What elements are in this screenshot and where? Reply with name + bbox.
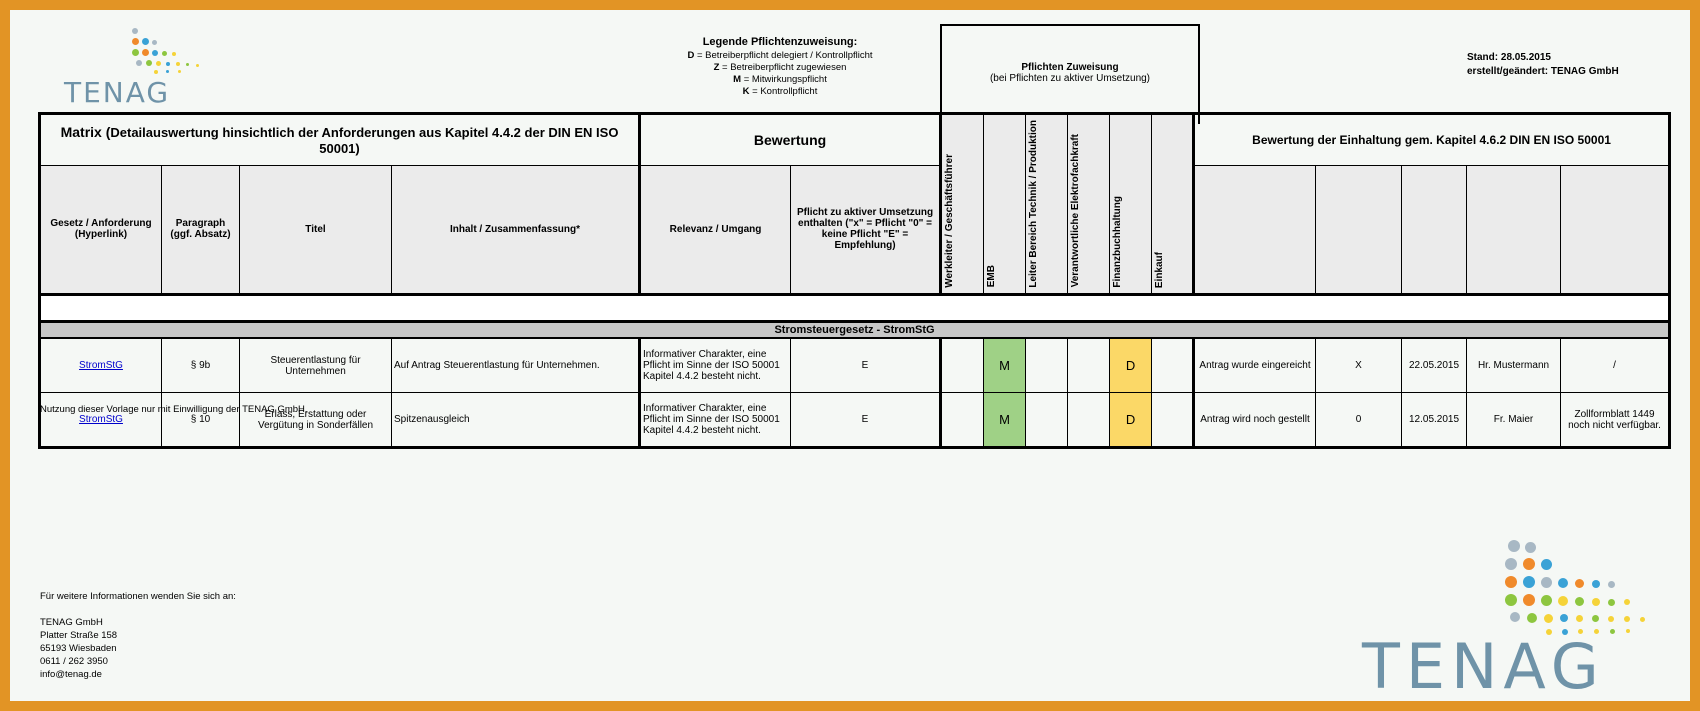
cell-leiter <box>1026 393 1068 448</box>
logo-dot <box>146 60 152 66</box>
logo-dot <box>142 38 149 45</box>
logo-dot <box>1541 559 1552 570</box>
cell-status: X <box>1316 338 1402 393</box>
cell-emb: M <box>984 393 1026 448</box>
tenag-logo-small <box>54 24 224 109</box>
legend-line-k: K = Kontrollpflicht <box>742 86 818 97</box>
col-einhaltung-1 <box>1194 166 1316 294</box>
cell-inhalt: Auf Antrag Steuerentlastung für Unternehmen. <box>392 338 640 393</box>
legend-title: Legende Pflichtenzuweisung: <box>702 36 858 48</box>
bewertung-header: Bewertung <box>640 114 941 166</box>
logo-dot <box>156 61 161 66</box>
cell-pflicht: E <box>791 338 941 393</box>
pflichten-title: Pflichten Zuweisung <box>1021 62 1119 73</box>
einhaltung-header: Bewertung der Einhaltung gem. Kapitel 4.6.2 DIN EN ISO 50001 <box>1194 114 1670 166</box>
contact-intro: Für weitere Informationen wenden Sie sich an: <box>40 591 236 602</box>
col-pflicht: Pflicht zu aktiver Umsetzung enthalten ("x" = Pflicht "0" = keine Pflicht "E" = Empfehlung) <box>791 166 941 294</box>
logo-dot <box>1541 577 1552 588</box>
legend <box>630 36 930 98</box>
logo-dot <box>186 63 189 66</box>
role-emb: EMB <box>984 114 1026 295</box>
logo-dot <box>136 60 142 66</box>
cell-relevanz: Informativer Charakter, eine Pflicht im Sinne der ISO 50001 Kapitel 4.4.2 besteht nicht. <box>640 393 791 448</box>
logo-dot <box>1608 581 1615 588</box>
logo-dot <box>1592 615 1599 622</box>
table-row <box>40 393 1670 448</box>
logo-dot <box>196 64 199 67</box>
spreadsheet-sheet <box>10 10 1690 701</box>
role-leiter: Leiter Bereich Technik / Produktion <box>1026 114 1068 295</box>
logo-dot <box>1508 540 1520 552</box>
cell-finanz: D <box>1110 338 1152 393</box>
role-vefk: Verantwortliche Elektrofachkraft <box>1068 114 1110 295</box>
empty-row <box>40 294 1670 321</box>
pflichten-subtitle: (bei Pflichten zu aktiver Umsetzung) <box>989 73 1151 84</box>
legend-line-m: M = Mitwirkungspflicht <box>733 74 827 85</box>
stand-info <box>1467 51 1619 79</box>
logo-dot <box>152 50 158 56</box>
logo-dot <box>1610 629 1615 634</box>
col-gesetz: Gesetz / Anforderung (Hyperlink) <box>40 166 162 294</box>
logo-dot <box>132 49 139 56</box>
legend-line-z: Z = Betreiberpflicht zugewiesen <box>713 62 847 73</box>
cell-pflicht: E <box>791 393 941 448</box>
logo-dot <box>154 70 158 74</box>
cell-relevanz: Informativer Charakter, eine Pflicht im Sinne der ISO 50001 Kapitel 4.4.2 besteht nicht. <box>640 338 791 393</box>
requirements-matrix-table <box>38 112 1671 449</box>
column-header-row <box>40 166 1670 294</box>
logo-dot <box>1608 599 1615 606</box>
logo-dot <box>166 62 170 66</box>
cell-finanz: D <box>1110 393 1152 448</box>
logo-dot <box>1626 629 1630 633</box>
gesetz-link[interactable]: StromStG <box>79 360 123 372</box>
logo-dot <box>1576 615 1583 622</box>
logo-dot <box>1541 595 1552 606</box>
logo-dot <box>1505 558 1517 570</box>
table-title-row <box>40 114 1670 166</box>
legend-line-d: D = Betreiberpflicht delegiert / Kontrollpflicht <box>687 50 873 61</box>
logo-text-large: TENAG <box>1362 630 1605 701</box>
cell-leiter <box>1026 338 1068 393</box>
logo-dot <box>132 28 138 34</box>
logo-dot <box>1523 558 1535 570</box>
role-einkauf: Einkauf <box>1152 114 1194 295</box>
logo-dot <box>172 52 176 56</box>
col-einhaltung-4 <box>1467 166 1561 294</box>
cell-vefk <box>1068 338 1110 393</box>
cell-datum: 22.05.2015 <box>1402 338 1467 393</box>
contact-company: TENAG GmbH <box>40 617 103 628</box>
logo-dot <box>1558 596 1568 606</box>
logo-dot <box>176 62 180 66</box>
cell-paragraph: § 9b <box>162 338 240 393</box>
section-row <box>40 321 1670 338</box>
pflichten-zuweisung-box <box>940 24 1200 124</box>
cell-titel: Steuerentlastung für Unternehmen <box>240 338 392 393</box>
role-finanz: Finanzbuchhaltung <box>1110 114 1152 295</box>
logo-dot <box>1575 597 1584 606</box>
cell-werkleiter <box>941 338 984 393</box>
logo-dot <box>142 49 149 56</box>
logo-dot <box>166 70 169 73</box>
cell-einhaltung: Antrag wird noch gestellt <box>1194 393 1316 448</box>
logo-dot <box>1640 617 1645 622</box>
cell-datum: 12.05.2015 <box>1402 393 1467 448</box>
section-title: Stromsteuergesetz - StromStG <box>40 321 1670 338</box>
logo-dot <box>1523 576 1535 588</box>
table-row <box>40 338 1670 393</box>
logo-dot <box>152 40 157 45</box>
logo-dot <box>162 51 167 56</box>
cell-einkauf <box>1152 338 1194 393</box>
cell-titel: Erlass, Erstattung oder Vergütung in Sonderfällen <box>240 393 392 448</box>
col-relevanz: Relevanz / Umgang <box>640 166 791 294</box>
cell-einhaltung: Antrag wurde eingereicht <box>1194 338 1316 393</box>
tenag-logo-large <box>1350 530 1680 700</box>
logo-dot <box>1592 580 1600 588</box>
logo-dot <box>132 38 139 45</box>
cell-einkauf <box>1152 393 1194 448</box>
logo-dot <box>1505 576 1517 588</box>
logo-dot <box>1624 599 1630 605</box>
col-titel: Titel <box>240 166 392 294</box>
logo-dot <box>1558 578 1568 588</box>
contact-block <box>40 590 236 681</box>
contact-email: info@tenag.de <box>40 669 102 680</box>
logo-dot <box>1608 616 1614 622</box>
logo-dot <box>178 70 181 73</box>
role-werkleiter: Werkleiter / Geschäftsführer <box>941 114 984 295</box>
contact-street: Platter Straße 158 <box>40 630 118 641</box>
stand-date: Stand: 28.05.2015 <box>1467 52 1551 63</box>
usage-note: Nutzung dieser Vorlage nur mit Einwilligung der TENAG GmbH. <box>40 404 308 415</box>
logo-text: TENAG <box>64 76 171 109</box>
logo-dot <box>1624 616 1630 622</box>
cell-inhalt: Spitzenausgleich <box>392 393 640 448</box>
logo-dot <box>1560 614 1568 622</box>
contact-phone: 0611 / 262 3950 <box>40 656 108 667</box>
col-paragraph: Paragraph (ggf. Absatz) <box>162 166 240 294</box>
cell-gesetz <box>40 393 162 448</box>
logo-dot <box>1544 614 1553 623</box>
stand-author: erstellt/geändert: TENAG GmbH <box>1467 66 1619 77</box>
logo-dot <box>1525 542 1536 553</box>
col-inhalt: Inhalt / Zusammenfassung* <box>392 166 640 294</box>
gesetz-link[interactable]: StromStG <box>79 414 123 426</box>
cell-bemerkung: / <box>1561 338 1670 393</box>
cell-gesetz <box>40 338 162 393</box>
contact-city: 65193 Wiesbaden <box>40 643 117 654</box>
logo-dot <box>1523 594 1535 606</box>
cell-paragraph: § 10 <box>162 393 240 448</box>
logo-dot <box>1575 579 1584 588</box>
col-einhaltung-5 <box>1561 166 1670 294</box>
cell-person: Hr. Mustermann <box>1467 338 1561 393</box>
cell-werkleiter <box>941 393 984 448</box>
col-einhaltung-3 <box>1402 166 1467 294</box>
cell-emb: M <box>984 338 1026 393</box>
logo-dot <box>1592 598 1600 606</box>
cell-bemerkung: Zollformblatt 1449 noch nicht verfügbar. <box>1561 393 1670 448</box>
cell-status: 0 <box>1316 393 1402 448</box>
logo-dot <box>1505 594 1517 606</box>
spacer-row <box>40 294 1670 321</box>
cell-vefk <box>1068 393 1110 448</box>
matrix-title: Matrix (Detailauswertung hinsichtlich der Anforderungen aus Kapitel 4.4.2 der DIN EN ISO 50001) <box>40 114 640 166</box>
logo-dot <box>1510 612 1520 622</box>
cell-person: Fr. Maier <box>1467 393 1561 448</box>
col-einhaltung-2 <box>1316 166 1402 294</box>
logo-dot <box>1527 613 1537 623</box>
